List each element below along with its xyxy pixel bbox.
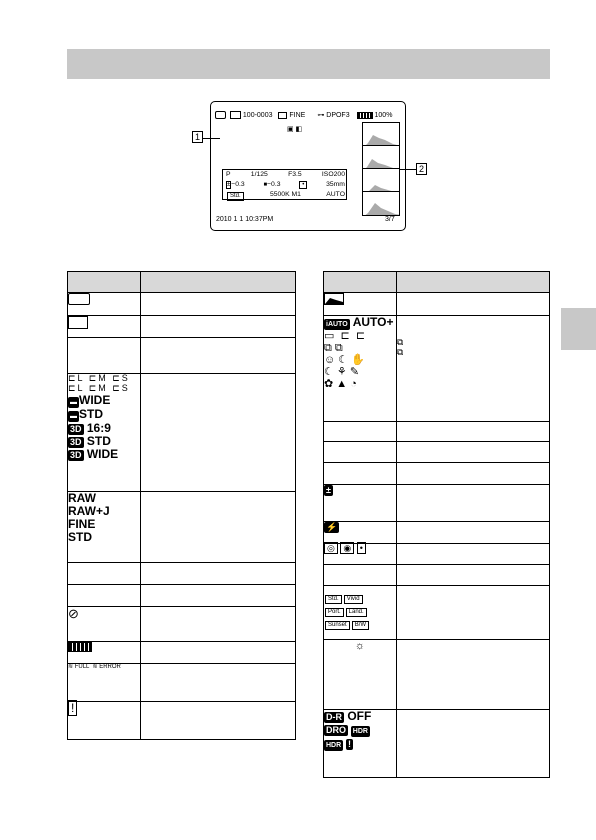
table-row xyxy=(68,293,296,316)
dro-auto: AUTO xyxy=(326,191,345,198)
memory-card-icon xyxy=(215,111,226,119)
iso: ISO200 xyxy=(321,171,345,178)
metering-icon: • xyxy=(299,181,307,189)
burst-icon: ⧉ xyxy=(396,337,404,347)
exposure-comp: −0.3 xyxy=(231,181,245,188)
battery-icon xyxy=(68,642,92,652)
callout-2-leader xyxy=(400,169,416,170)
histogram-green xyxy=(362,168,400,193)
table-row xyxy=(68,664,296,702)
memory-card-icon xyxy=(68,293,90,305)
picture-style-badges: Std. Vivid Port. Land. Sunset B/W xyxy=(324,586,397,640)
callout-2: 2 xyxy=(416,163,427,175)
table-row xyxy=(68,316,296,338)
white-balance: 5500K M1 xyxy=(269,191,301,198)
quality-labels: RAW RAW+J FINE STD xyxy=(68,492,141,563)
heat-warning-icon: ! xyxy=(68,700,77,716)
folder-icon xyxy=(68,316,88,329)
table-row xyxy=(324,463,550,485)
image-quality: FINE xyxy=(289,112,306,119)
date-time: 2010 1 1 10:37PM xyxy=(216,216,274,223)
shooting-info-box: P 1/125 F3.5 ISO200 ±−0.3 ■−0.3 • 35mm Std. 5500K M1 AUTO xyxy=(222,169,347,200)
image-count: 3/7 xyxy=(385,216,395,223)
right-table xyxy=(323,271,550,778)
status-bar xyxy=(215,111,392,119)
left-table xyxy=(67,271,296,740)
flash-comp-icon: ⚡ xyxy=(326,522,338,532)
face-icons: ▣ ◧ xyxy=(287,126,303,133)
histogram-icon xyxy=(324,293,344,305)
warning-icon: ! xyxy=(347,739,351,749)
battery-icon xyxy=(357,112,373,119)
side-tab xyxy=(561,308,596,350)
table-row xyxy=(324,442,550,463)
table-row xyxy=(324,640,550,710)
callout-1-leader xyxy=(203,138,220,139)
mode: P xyxy=(226,171,231,178)
lcd-screen-diagram xyxy=(210,101,406,231)
table-row xyxy=(324,422,550,442)
image-size-icon xyxy=(278,112,287,119)
dro-icons: D-R OFF DRO HDR HDR ! xyxy=(324,710,397,778)
table-row xyxy=(324,316,550,422)
table-row xyxy=(68,702,296,740)
table-row xyxy=(68,338,296,374)
dpof-label: DPOF3 xyxy=(326,112,350,119)
histogram-red xyxy=(362,145,400,170)
white-balance-icon: ☼ xyxy=(354,640,365,652)
table-row xyxy=(324,710,550,778)
burst-icon-2: ⧉ xyxy=(396,346,404,357)
table-row xyxy=(324,586,550,640)
shutter: 1/125 xyxy=(250,171,268,178)
image-size-icons: ⊏L ⊏M ⊏S ⊏L ⊏M ⊏S ▬ WIDE ▬ STD 3D 16:9 3D STD 3D WIDE xyxy=(68,374,141,492)
table-row xyxy=(68,607,296,642)
table-row xyxy=(68,492,296,563)
focal-length: 35mm xyxy=(326,181,345,188)
table-row xyxy=(324,565,550,586)
battery-warning-icon: ⊘ xyxy=(68,606,79,621)
histogram-blue xyxy=(362,191,400,216)
table-header xyxy=(68,272,296,293)
battery-percent: 100% xyxy=(374,112,393,119)
flash-comp: −0.3 xyxy=(267,181,281,188)
metering-icons: ◎ ◉ • xyxy=(324,544,397,565)
table-row xyxy=(324,544,550,565)
table-row xyxy=(324,293,550,316)
table-row xyxy=(324,522,550,544)
histogram-luminance xyxy=(362,122,400,147)
aperture: F3.5 xyxy=(288,171,302,178)
table-header xyxy=(324,272,550,293)
protect-icon: ⊶ xyxy=(317,112,325,119)
database-icons: ≋ FULL ≋ ERROR xyxy=(68,664,141,702)
table-row xyxy=(68,563,296,585)
callout-1: 1 xyxy=(192,131,203,143)
creative-style-badge: Std. xyxy=(227,192,244,201)
table-row xyxy=(68,374,296,492)
exposure-comp-icon: ± xyxy=(326,485,331,495)
table-row xyxy=(68,585,296,607)
section-banner xyxy=(67,49,550,79)
scene-mode-icons: iAUTO AUTO+ ▭ ⊏ ⊏ ⧉ ⧉ ☺ ☾ ✋ ☾ ⚘ ✎ ✿ ▲ ◔ xyxy=(324,316,397,422)
table-row xyxy=(324,485,550,522)
folder-icon xyxy=(230,111,241,119)
table-row xyxy=(68,642,296,664)
folder-file-number: 100-0003 xyxy=(242,112,273,119)
